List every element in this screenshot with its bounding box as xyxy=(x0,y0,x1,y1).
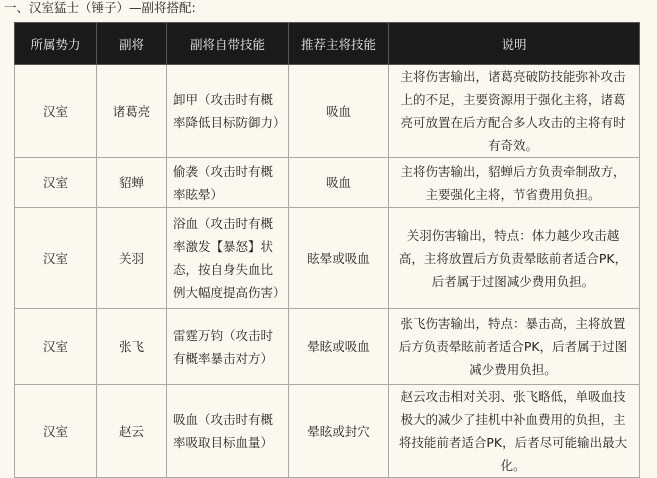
skill-cell: 浴血（攻击时有概率激发【暴怒】状态，按自身失血比例大幅度提高伤害） xyxy=(167,208,289,309)
note-cell: 赵云攻击相对关羽、张飞略低，单吸血技极大的减少了挂机中补血费用的负担，主将技能前者适合PK，后者尽可能输出最大化。 xyxy=(389,385,640,478)
col-header-note: 说明 xyxy=(389,23,640,65)
skill-cell: 卸甲（攻击时有概率降低目标防御力） xyxy=(167,65,289,158)
table-row xyxy=(15,158,640,208)
faction-cell: 汉室 xyxy=(15,208,97,309)
skill-cell: 雷霆万钧（攻击时有概率暴击对方） xyxy=(167,309,289,385)
recommend-cell: 眩晕或吸血 xyxy=(289,208,389,309)
general-cell: 赵云 xyxy=(97,385,167,478)
section-heading: 一、汉室猛士（锤子）—副将搭配: xyxy=(4,0,196,15)
general-cell: 张飞 xyxy=(97,309,167,385)
note-cell: 主将伤害输出，诸葛亮破防技能弥补攻击上的不足，主要资源用于强化主将，诸葛亮可放置在后方配合多人攻击的主将有时有奇效。 xyxy=(389,65,640,158)
col-header-faction: 所属势力 xyxy=(15,23,97,65)
skill-cell: 吸血（攻击时有概率吸取目标血量） xyxy=(167,385,289,478)
recommend-cell: 吸血 xyxy=(289,158,389,208)
col-header-general: 副将 xyxy=(97,23,167,65)
faction-cell: 汉室 xyxy=(15,158,97,208)
faction-cell: 汉室 xyxy=(15,309,97,385)
table-row xyxy=(15,208,640,309)
general-pairing-table xyxy=(14,22,640,478)
recommend-cell: 晕眩或封穴 xyxy=(289,385,389,478)
general-cell: 诸葛亮 xyxy=(97,65,167,158)
note-cell: 主将伤害输出，貂蝉后方负责牵制敌方，主要强化主将，节省费用负担。 xyxy=(389,158,640,208)
table-header-row xyxy=(15,23,640,65)
note-cell: 张飞伤害输出，特点：暴击高，主将放置后方负责晕眩前者适合PK，后者属于过图减少费用负担。 xyxy=(389,309,640,385)
table-row xyxy=(15,65,640,158)
recommend-cell: 晕眩或吸血 xyxy=(289,309,389,385)
note-cell: 关羽伤害输出，特点：体力越少攻击越高，主将放置后方负责晕眩前者适合PK，后者属于过图减少费用负担。 xyxy=(389,208,640,309)
col-header-skill: 副将自带技能 xyxy=(167,23,289,65)
general-cell: 关羽 xyxy=(97,208,167,309)
faction-cell: 汉室 xyxy=(15,385,97,478)
recommend-cell: 吸血 xyxy=(289,65,389,158)
faction-cell: 汉室 xyxy=(15,65,97,158)
col-header-recommend: 推荐主将技能 xyxy=(289,23,389,65)
general-cell: 貂蝉 xyxy=(97,158,167,208)
skill-cell: 偷袭（攻击时有概率眩晕） xyxy=(167,158,289,208)
table-row xyxy=(15,385,640,478)
table-row xyxy=(15,309,640,385)
